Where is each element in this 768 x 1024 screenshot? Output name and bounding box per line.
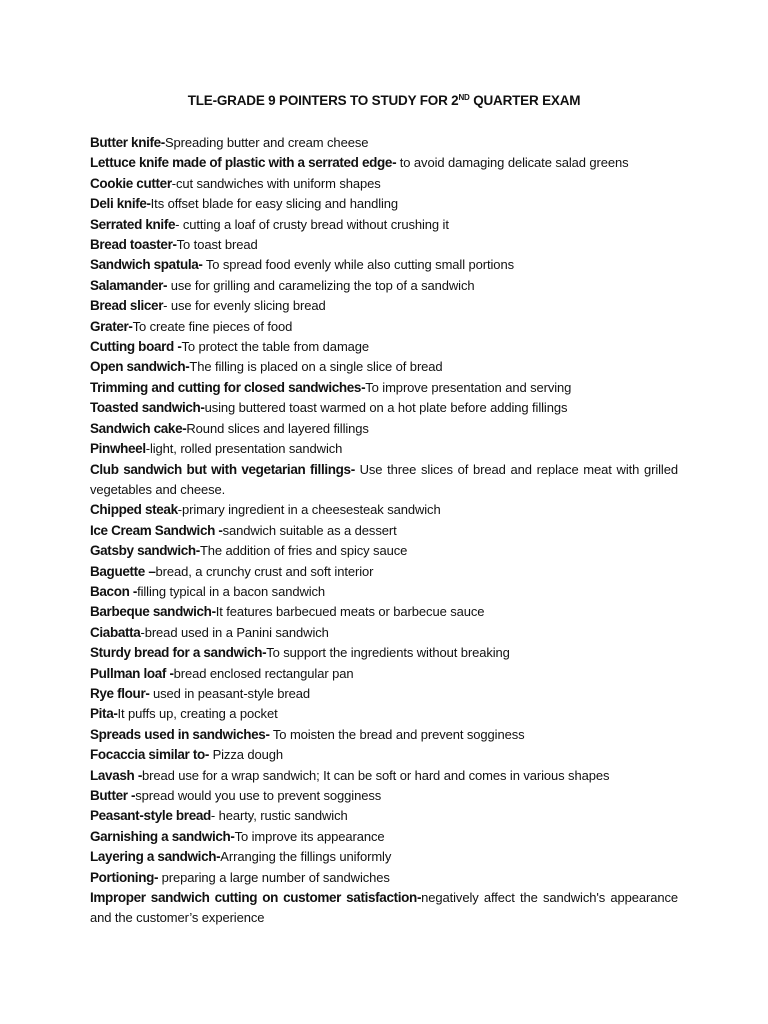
term-definition: -light, rolled presentation sandwich <box>145 441 343 457</box>
term-name: Toasted sandwich- <box>90 400 205 416</box>
term-definition: sandwich suitable as a dessert <box>222 522 397 538</box>
list-item <box>90 806 678 826</box>
list-item <box>90 194 678 214</box>
term-name: Lettuce knife made of plastic with a serrated edge- <box>90 155 397 171</box>
term-name: Grater- <box>90 318 133 334</box>
term-definition: filling typical in a bacon sandwich <box>137 583 326 599</box>
term-definition: To moisten the bread and prevent sogginess <box>269 726 525 742</box>
list-item <box>90 153 678 173</box>
list-item <box>90 378 678 398</box>
term-name: Cutting board - <box>90 339 182 355</box>
list-item <box>90 276 678 296</box>
term-name: Cookie cutter <box>90 175 172 191</box>
term-name: Butter knife- <box>90 135 165 150</box>
term-name: Serrated knife <box>90 216 176 232</box>
list-item <box>90 623 678 643</box>
term-definition: preparing a large number of sandwiches <box>158 869 390 885</box>
list-item <box>90 704 678 724</box>
term-definition: - use for evenly slicing bread <box>163 298 326 314</box>
list-item <box>90 296 678 316</box>
list-item <box>90 174 678 194</box>
term-definition: It puffs up, creating a pocket <box>117 706 278 722</box>
term-definition: To create fine pieces of food <box>132 318 293 334</box>
term-name: Pinwheel <box>90 441 146 457</box>
term-name: Club sandwich but with vegetarian fillings- <box>90 461 355 477</box>
term-definition: bread enclosed rectangular pan <box>173 665 354 681</box>
list-item <box>90 317 678 337</box>
term-name: Salamander- <box>90 277 168 293</box>
term-name: Peasant-style bread <box>90 808 211 824</box>
term-definition: -cut sandwiches with uniform shapes <box>171 175 381 191</box>
list-item <box>90 684 678 704</box>
list-item <box>90 847 678 867</box>
term-name: Bread slicer <box>90 298 164 314</box>
term-name: Portioning- <box>90 869 159 885</box>
list-item <box>90 357 678 377</box>
term-definition: The addition of fries and spicy sauce <box>199 543 408 559</box>
list-item <box>90 786 678 806</box>
term-name: Garnishing a sandwich- <box>90 828 235 844</box>
term-definition: To spread food evenly while also cutting small portions <box>202 257 514 273</box>
list-item <box>90 827 678 847</box>
term-name: Baguette – <box>90 563 156 579</box>
term-name: Spreads used in sandwiches- <box>90 726 270 742</box>
list-item <box>90 888 678 929</box>
list-item <box>90 133 678 153</box>
list-item <box>90 337 678 357</box>
term-definition: used in peasant-style bread <box>149 685 311 701</box>
list-item <box>90 460 678 501</box>
list-item <box>90 745 678 765</box>
list-item <box>90 419 678 439</box>
term-name: Sturdy bread for a sandwich- <box>90 645 267 661</box>
term-definition: to avoid damaging delicate salad greens <box>396 155 629 171</box>
list-item <box>90 521 678 541</box>
term-definition: Its offset blade for easy slicing and handling <box>150 196 399 212</box>
list-item <box>90 398 678 418</box>
term-name: Bread toaster- <box>90 237 177 253</box>
term-definition: To protect the table from damage <box>181 339 370 355</box>
term-definition: Pizza dough <box>209 747 284 763</box>
term-definition: To improve presentation and serving <box>365 379 572 395</box>
list-item <box>90 868 678 888</box>
list-item <box>90 582 678 602</box>
list-item <box>90 235 678 255</box>
term-name: Bacon - <box>90 583 138 599</box>
term-name: Trimming and cutting for closed sandwiches- <box>90 379 366 395</box>
list-item <box>90 562 678 582</box>
term-definition: spread would you use to prevent sogginess <box>135 788 382 803</box>
list-item <box>90 725 678 745</box>
term-name: Open sandwich- <box>90 359 190 375</box>
term-name: Layering a sandwich- <box>90 849 221 865</box>
page-title <box>0 93 768 108</box>
list-item <box>90 439 678 459</box>
term-name: Barbeque sandwich- <box>90 604 216 620</box>
list-item <box>90 500 678 520</box>
term-name: Rye flour- <box>90 685 150 701</box>
term-definition: - cutting a loaf of crusty bread without crushing it <box>175 216 449 232</box>
term-definition: bread, a crunchy crust and soft interior <box>155 563 374 579</box>
term-name: Ice Cream Sandwich - <box>90 522 223 538</box>
term-name: Ciabatta <box>90 624 141 640</box>
term-definition: negatively affect the sandwich's appearance and the customer’s experience <box>90 890 678 926</box>
term-definition: -bread used in a Panini sandwich <box>140 624 329 640</box>
term-definition: To toast bread <box>176 237 258 253</box>
term-name: Improper sandwich cutting on customer satisfaction- <box>90 890 422 906</box>
term-name: Chipped steak <box>90 502 178 518</box>
term-name: Pita- <box>90 706 118 722</box>
title-end: QUARTER EXAM <box>469 93 581 108</box>
list-item <box>90 664 678 684</box>
term-definition: use for grilling and caramelizing the top of a sandwich <box>167 277 475 293</box>
list-item <box>90 541 678 561</box>
term-name: Lavash - <box>90 767 142 783</box>
term-name: Focaccia similar to- <box>90 747 210 763</box>
term-definition: It features barbecued meats or barbecue sauce <box>215 604 485 620</box>
term-definition: Spreading butter and cream cheese <box>164 135 369 150</box>
term-definition: To improve its appearance <box>234 828 385 844</box>
term-name: Gatsby sandwich- <box>90 543 200 559</box>
list-item <box>90 766 678 786</box>
study-pointers-list <box>90 133 678 929</box>
term-name: Pullman loaf - <box>90 665 174 681</box>
term-definition: - hearty, rustic sandwich <box>210 808 348 824</box>
title-superscript: ND <box>458 93 470 102</box>
list-item <box>90 643 678 663</box>
list-item <box>90 255 678 275</box>
term-name: Butter - <box>90 788 136 803</box>
title-main: TLE-GRADE 9 POINTERS TO STUDY FOR 2 <box>187 93 459 108</box>
term-definition: Use three slices of bread and replace meat with grilled vegetables and cheese. <box>90 461 678 497</box>
term-definition: Arranging the fillings uniformly <box>220 849 392 865</box>
term-name: Sandwich cake- <box>90 420 187 436</box>
term-definition: -primary ingredient in a cheesesteak sandwich <box>177 502 441 518</box>
list-item <box>90 602 678 622</box>
list-item <box>90 215 678 235</box>
term-definition: Round slices and layered fillings <box>186 420 369 436</box>
term-definition: using buttered toast warmed on a hot plate before adding fillings <box>204 400 568 416</box>
term-definition: bread use for a wrap sandwich; It can be soft or hard and comes in various shapes <box>141 767 610 783</box>
term-name: Sandwich spatula- <box>90 257 203 273</box>
term-definition: The filling is placed on a single slice of bread <box>189 359 443 375</box>
term-definition: To support the ingredients without breaking <box>266 645 510 661</box>
term-name: Deli knife- <box>90 196 151 212</box>
